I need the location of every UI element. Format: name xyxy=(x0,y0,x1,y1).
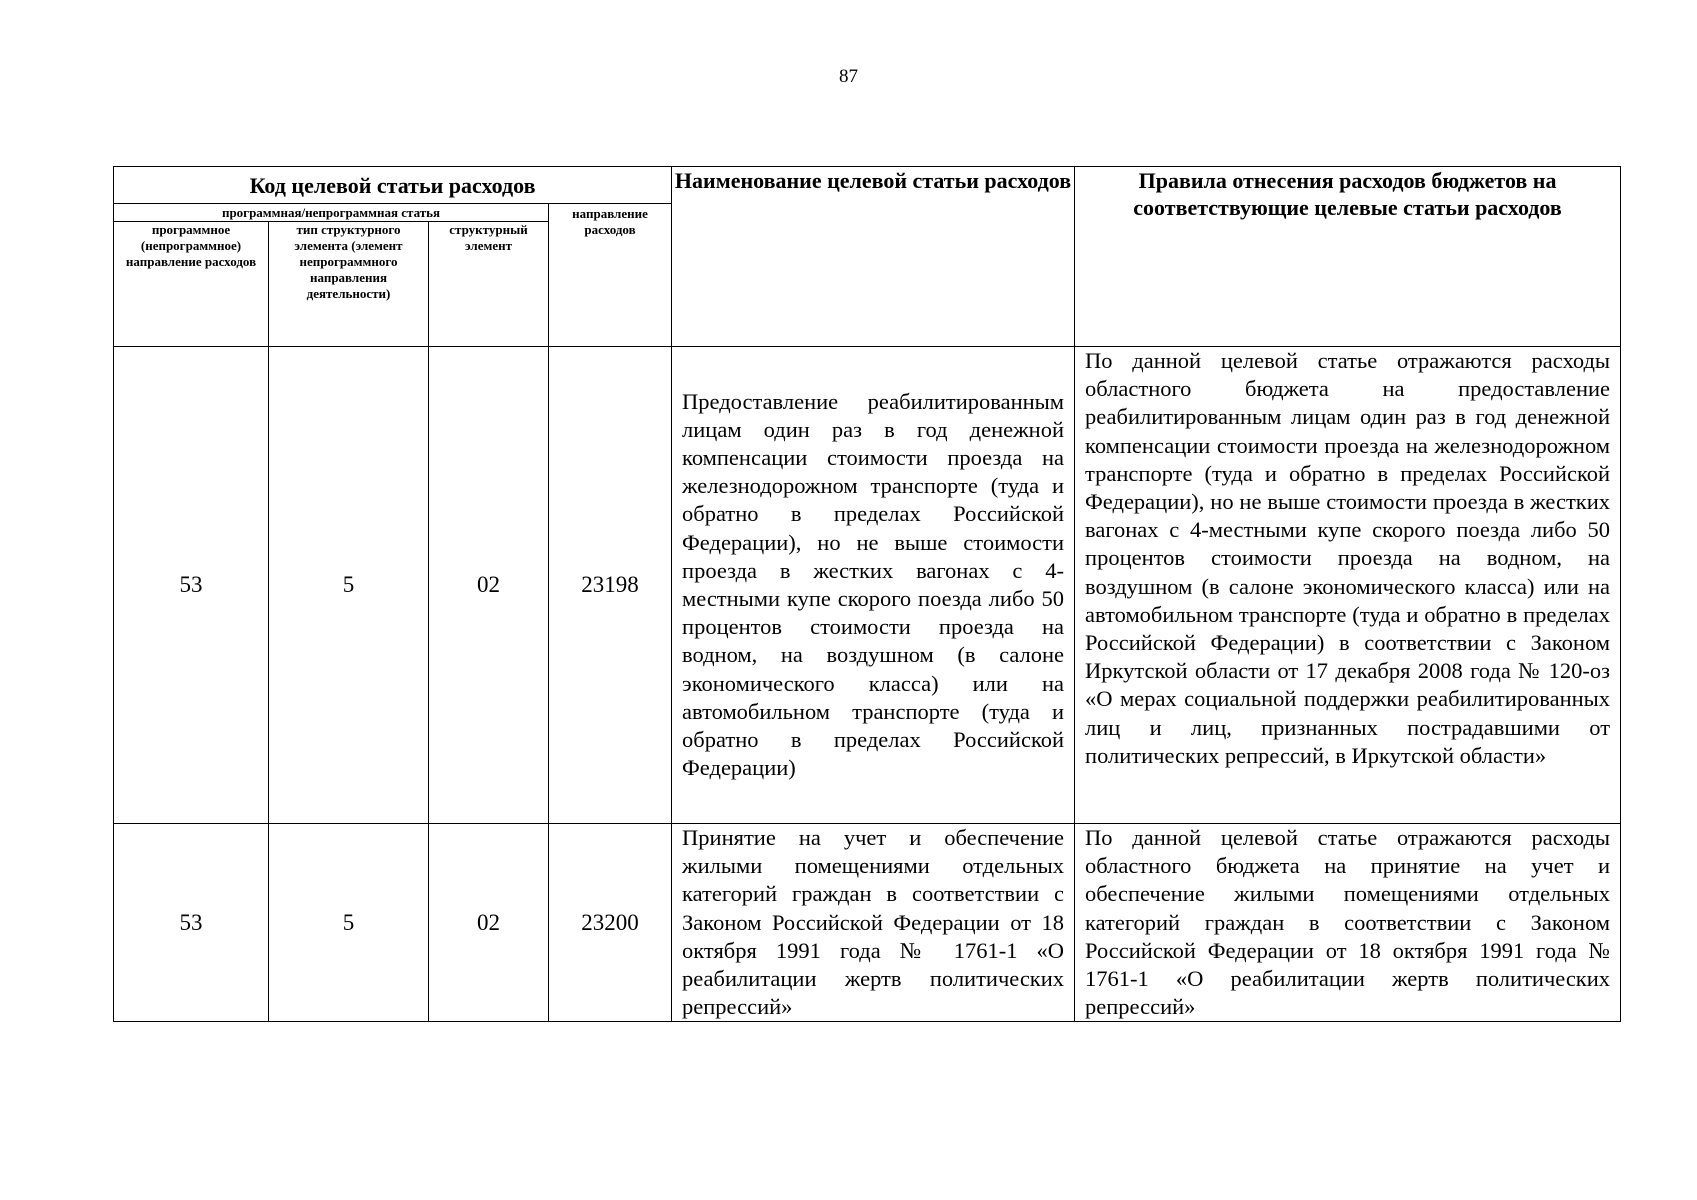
header-name: Наименование целевой статьи расходов xyxy=(672,167,1075,347)
table-row xyxy=(114,347,1621,824)
cell-rule: По данной целевой статье отражаются расходы областного бюджета на принятие на учет и обеспечение жилыми помещениями отдельных категорий граждан в соответствии с Законом Российской Федерации от 18 октября 1991 года № 1761-1 «О реабилитации жертв политических репрессий» xyxy=(1075,824,1621,1022)
cell-expense-direction: 23198 xyxy=(549,347,672,824)
cell-structural-element: 02 xyxy=(429,347,549,824)
cell-program-direction: 53 xyxy=(114,824,269,1022)
cell-program-direction: 53 xyxy=(114,347,269,824)
header-program-article: программная/непрограммная статья xyxy=(114,204,549,222)
cell-element-type: 5 xyxy=(269,824,429,1022)
header-program-direction: программное (непрограммное) направление расходов xyxy=(114,222,269,347)
header-expense-direction: направление расходов xyxy=(549,204,672,347)
cell-expense-direction: 23200 xyxy=(549,824,672,1022)
table-row xyxy=(114,824,1621,1022)
cell-structural-element: 02 xyxy=(429,824,549,1022)
header-element-type: тип структурного элемента (элемент непрограммного направления деятельности) xyxy=(269,222,429,347)
cell-name: Предоставление реабилитированным лицам один раз в год денежной компенсации стоимости проезда на железнодорожном транспорте (туда и обратно в пределах Российской Федерации), но не выше стоимости проезда в жестких вагонах с 4-местными купе скорого поезда либо 50 процентов стоимости проезда на водном, на воздушном (в салоне экономического класса) или на автомобильном транспорте (туда и обратно в пределах Российской Федерации) xyxy=(672,347,1075,824)
header-rules: Правила отнесения расходов бюджетов на соответствующие целевые статьи расходов xyxy=(1075,167,1621,347)
header-code-group: Код целевой статьи расходов xyxy=(114,167,672,204)
cell-name: Принятие на учет и обеспечение жилыми помещениями отдельных категорий граждан в соответствии с Законом Российской Федерации от 18 октября 1991 года № 1761-1 «О реабилитации жертв политических репрессий» xyxy=(672,824,1075,1022)
header-structural-element: структурный элемент xyxy=(429,222,549,347)
cell-rule: По данной целевой статье отражаются расходы областного бюджета на предоставление реабилитированным лицам один раз в год денежной компенсации стоимости проезда на железнодорожном транспорте (туда и обратно в пределах Российской Федерации), но не выше стоимости проезда в жестких вагонах с 4-местными купе скорого поезда либо 50 процентов стоимости проезда на водном, на воздушном (в салоне экономического класса) или на автомобильном транспорте (туда и обратно в пределах Российской Федерации) в соответствии с Законом Иркутской области от 17 декабря 2008 года № 120-оз «О мерах социальной поддержки реабилитированных лиц и лиц, признанных пострадавшими от политических репрессий, в Иркутской области» xyxy=(1075,347,1621,824)
budget-classification-table xyxy=(113,166,1621,1022)
page-number: 87 xyxy=(839,66,858,87)
cell-element-type: 5 xyxy=(269,347,429,824)
